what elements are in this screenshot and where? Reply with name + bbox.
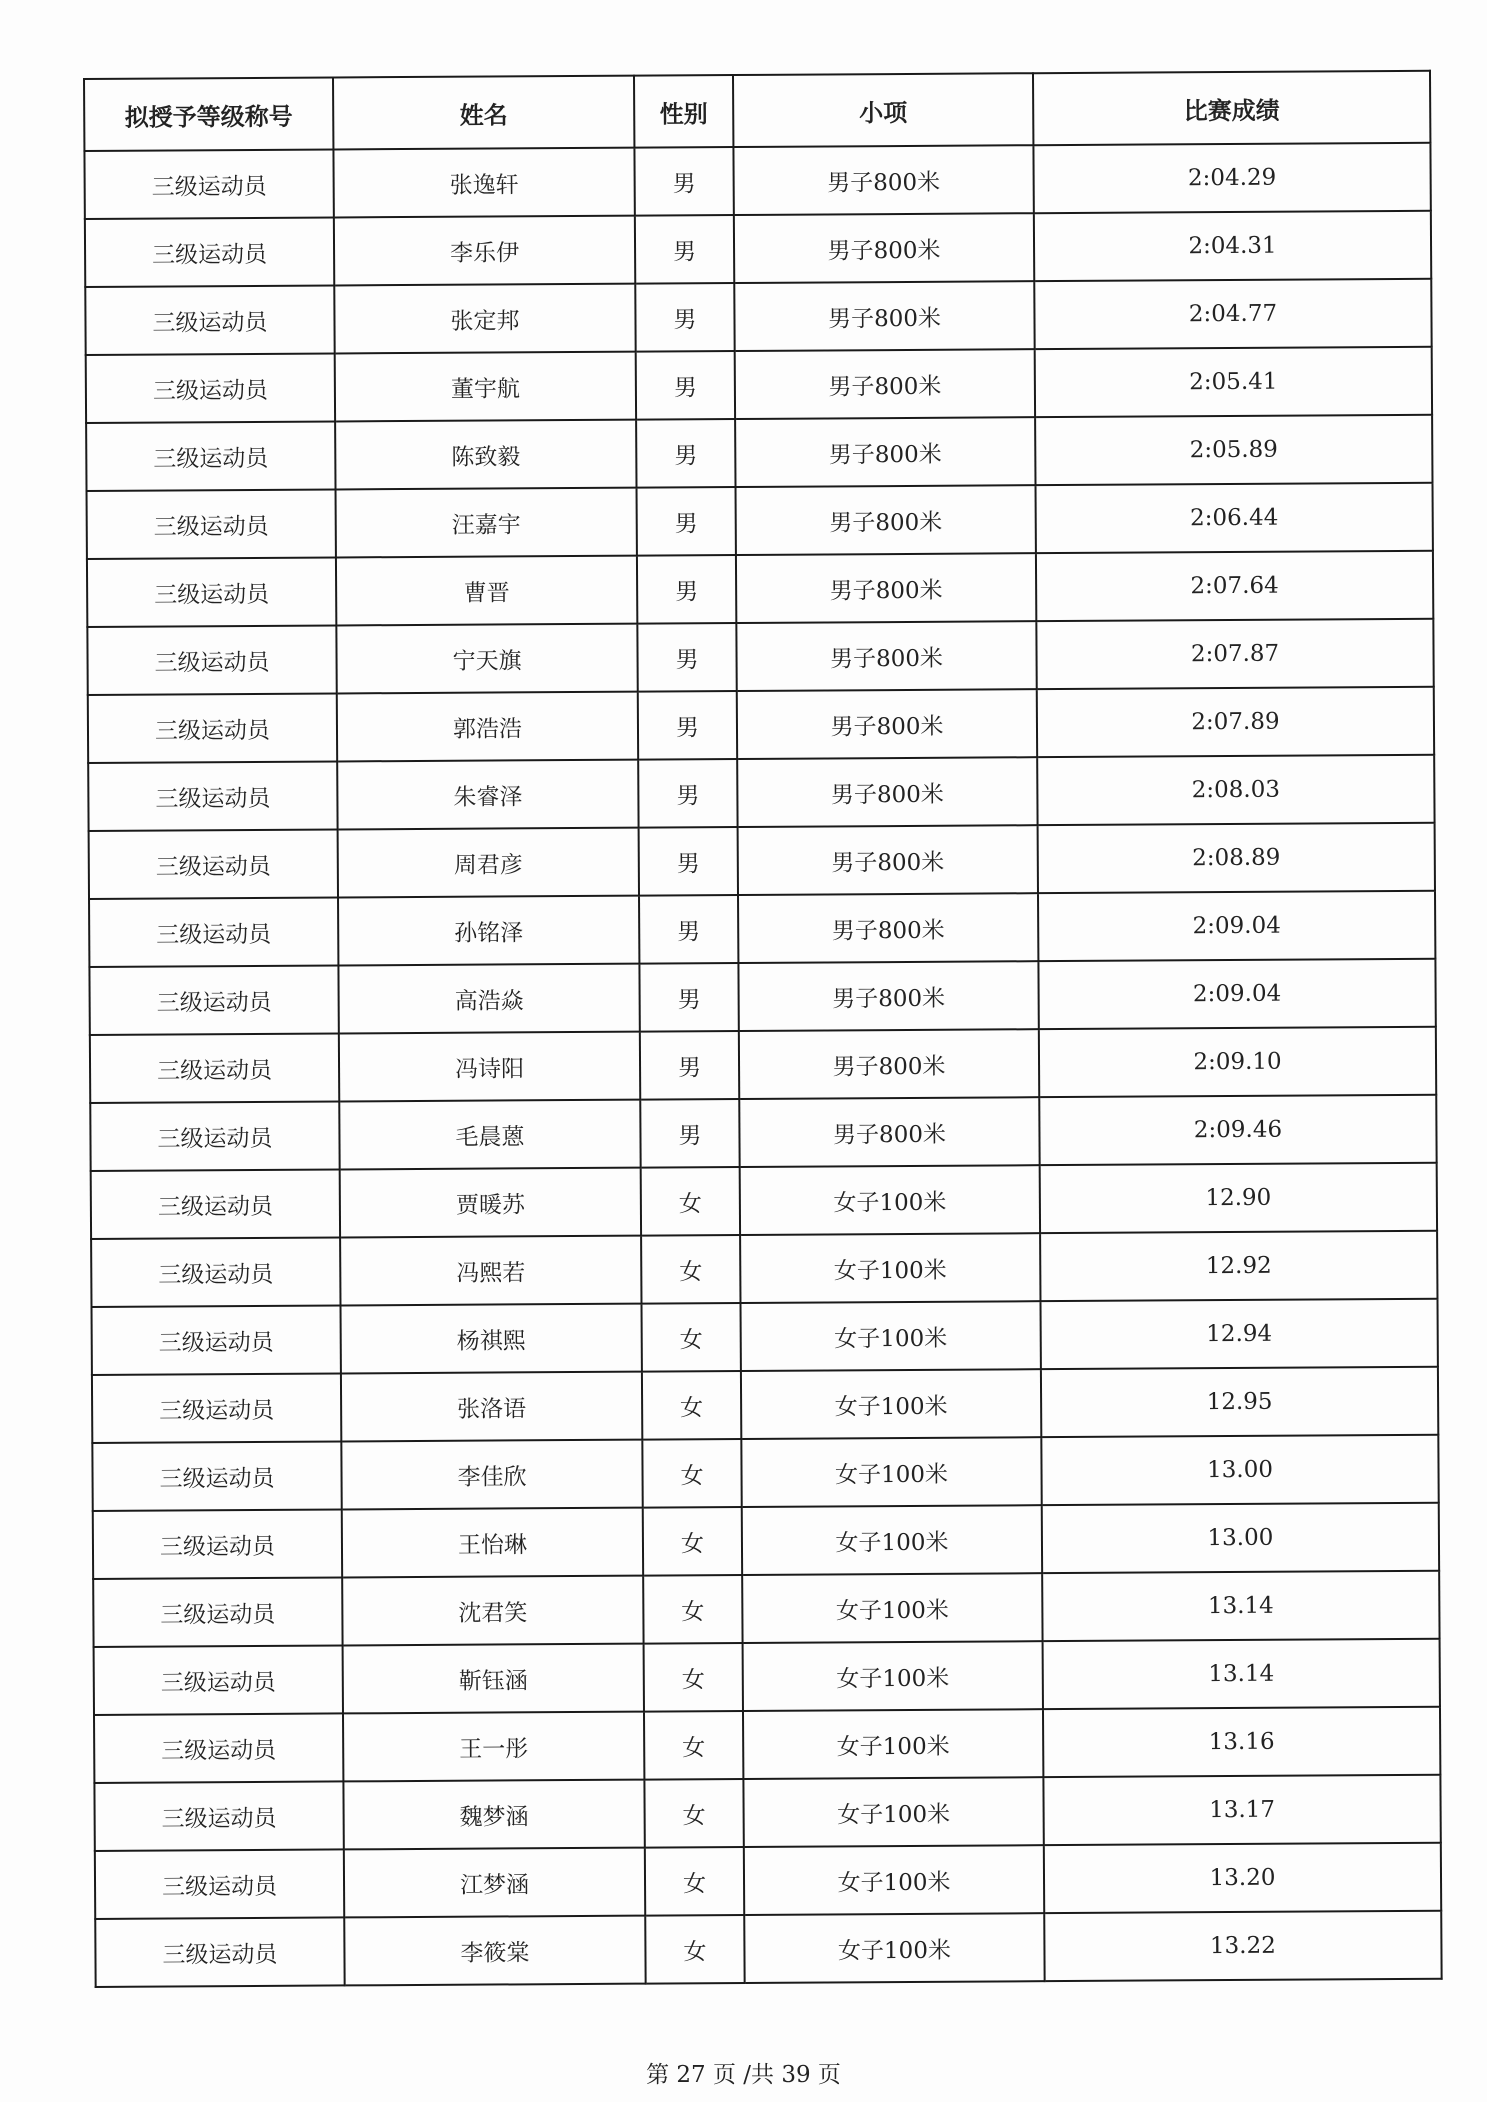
table-row: [91, 1163, 1437, 1239]
gender-cell: 女: [642, 1371, 741, 1440]
level-cell: 三级运动员: [91, 1169, 340, 1239]
table-row: [88, 755, 1434, 831]
name-cell: 汪嘉宇: [336, 488, 637, 558]
name-cell: 高浩焱: [338, 964, 639, 1034]
results-table: [83, 70, 1443, 1988]
page-number: 第 27 页 /共 39 页: [646, 2062, 841, 2088]
event-cell: 男子800米: [737, 757, 1037, 827]
result-cell: 2:06.44: [1036, 483, 1433, 553]
gender-cell: 男: [639, 963, 738, 1032]
result-cell: 2:09.46: [1039, 1095, 1436, 1165]
level-cell: 三级运动员: [85, 285, 334, 355]
name-cell: 冯熙若: [340, 1236, 641, 1306]
event-cell: 男子800米: [738, 893, 1038, 963]
table-row: [84, 143, 1430, 219]
event-cell: 女子100米: [740, 1233, 1040, 1303]
gender-cell: 女: [645, 1847, 744, 1916]
header-result: 比赛成绩: [1033, 71, 1430, 145]
gender-cell: 女: [641, 1235, 740, 1304]
gender-cell: 女: [644, 1711, 743, 1780]
result-cell: 2:04.31: [1034, 211, 1431, 281]
level-cell: 三级运动员: [86, 421, 335, 491]
level-cell: 三级运动员: [90, 1033, 339, 1103]
level-cell: 三级运动员: [94, 1713, 343, 1783]
level-cell: 三级运动员: [93, 1577, 342, 1647]
event-cell: 男子800米: [735, 349, 1035, 419]
level-cell: 三级运动员: [94, 1645, 343, 1715]
level-cell: 三级运动员: [85, 217, 334, 287]
gender-cell: 女: [642, 1439, 741, 1508]
name-cell: 孙铭泽: [338, 896, 639, 966]
event-cell: 男子800米: [734, 281, 1034, 351]
level-cell: 三级运动员: [93, 1509, 342, 1579]
event-cell: 男子800米: [739, 1029, 1039, 1099]
result-cell: 2:04.77: [1034, 279, 1431, 349]
result-cell: 12.94: [1040, 1299, 1437, 1369]
gender-cell: 男: [637, 555, 736, 624]
result-cell: 13.00: [1042, 1503, 1439, 1573]
name-cell: 周君彦: [338, 828, 639, 898]
result-cell: 2:07.64: [1036, 551, 1433, 621]
result-cell: 13.00: [1041, 1435, 1438, 1505]
level-cell: 三级运动员: [92, 1441, 341, 1511]
name-cell: 郭浩浩: [337, 692, 638, 762]
level-cell: 三级运动员: [89, 829, 338, 899]
gender-cell: 女: [645, 1915, 744, 1984]
name-cell: 冯诗阳: [339, 1032, 640, 1102]
table-row: [90, 1027, 1436, 1103]
level-cell: 三级运动员: [95, 1849, 344, 1919]
level-cell: 三级运动员: [91, 1237, 340, 1307]
name-cell: 陈致毅: [335, 420, 636, 490]
name-cell: 张定邦: [334, 284, 635, 354]
table-row: [94, 1775, 1440, 1851]
level-cell: 三级运动员: [86, 353, 335, 423]
result-cell: 2:08.03: [1037, 755, 1434, 825]
table-row: [87, 483, 1433, 559]
event-cell: 女子100米: [742, 1505, 1042, 1575]
table-row: [92, 1299, 1438, 1375]
gender-cell: 男: [640, 1031, 739, 1100]
result-cell: 13.22: [1044, 1911, 1441, 1981]
table-row: [93, 1503, 1439, 1579]
level-cell: 三级运动员: [92, 1305, 341, 1375]
gender-cell: 男: [636, 351, 735, 420]
gender-cell: 男: [638, 759, 737, 828]
level-cell: 三级运动员: [87, 489, 336, 559]
result-cell: 2:09.10: [1039, 1027, 1436, 1097]
event-cell: 女子100米: [742, 1573, 1042, 1643]
header-gender: 性别: [634, 75, 733, 148]
level-cell: 三级运动员: [84, 149, 333, 219]
table-row: [93, 1571, 1439, 1647]
event-cell: 男子800米: [736, 621, 1036, 691]
event-cell: 男子800米: [736, 485, 1036, 555]
table-row: [95, 1911, 1441, 1987]
level-cell: 三级运动员: [89, 965, 338, 1035]
gender-cell: 男: [635, 283, 734, 352]
header-level: 拟授予等级称号: [84, 77, 333, 151]
event-cell: 男子800米: [735, 417, 1035, 487]
gender-cell: 男: [637, 487, 736, 556]
table-row: [92, 1367, 1438, 1443]
name-cell: 毛晨蒽: [339, 1100, 640, 1170]
table-row: [94, 1639, 1440, 1715]
gender-cell: 女: [643, 1507, 742, 1576]
header-name: 姓名: [333, 76, 634, 150]
gender-cell: 男: [636, 419, 735, 488]
table-row: [89, 959, 1435, 1035]
event-cell: 女子100米: [740, 1301, 1040, 1371]
event-cell: 男子800米: [739, 1097, 1039, 1167]
result-cell: 2:07.87: [1036, 619, 1433, 689]
name-cell: 靳钰涵: [343, 1644, 644, 1714]
table-row: [92, 1435, 1438, 1511]
event-cell: 男子800米: [738, 961, 1038, 1031]
gender-cell: 女: [641, 1167, 740, 1236]
level-cell: 三级运动员: [94, 1781, 343, 1851]
level-cell: 三级运动员: [88, 693, 337, 763]
name-cell: 王怡琳: [342, 1508, 643, 1578]
result-cell: 2:09.04: [1038, 891, 1435, 961]
result-cell: 13.14: [1043, 1639, 1440, 1709]
name-cell: 魏梦涵: [343, 1780, 644, 1850]
gender-cell: 女: [643, 1575, 742, 1644]
name-cell: 王一彤: [343, 1712, 644, 1782]
event-cell: 男子800米: [738, 825, 1038, 895]
level-cell: 三级运动员: [92, 1373, 341, 1443]
result-cell: 12.92: [1040, 1231, 1437, 1301]
gender-cell: 女: [644, 1643, 743, 1712]
event-cell: 男子800米: [733, 145, 1033, 215]
event-cell: 女子100米: [743, 1709, 1043, 1779]
name-cell: 朱睿泽: [337, 760, 638, 830]
table-row: [85, 279, 1431, 355]
name-cell: 张洛语: [341, 1372, 642, 1442]
level-cell: 三级运动员: [95, 1917, 344, 1987]
event-cell: 女子100米: [744, 1845, 1044, 1915]
result-cell: 2:07.89: [1037, 687, 1434, 757]
name-cell: 李筱棠: [344, 1916, 645, 1986]
header-event: 小项: [733, 73, 1033, 147]
table-row: [94, 1707, 1440, 1783]
gender-cell: 女: [644, 1779, 743, 1848]
event-cell: 女子100米: [741, 1437, 1041, 1507]
result-cell: 13.17: [1043, 1775, 1440, 1845]
gender-cell: 男: [640, 1099, 739, 1168]
table-row: [87, 619, 1433, 695]
result-cell: 13.16: [1043, 1707, 1440, 1777]
result-cell: 2:05.89: [1035, 415, 1432, 485]
result-cell: 13.14: [1042, 1571, 1439, 1641]
level-cell: 三级运动员: [90, 1101, 339, 1171]
table-row: [90, 1095, 1436, 1171]
table-row: [86, 415, 1432, 491]
table-row: [86, 347, 1432, 423]
name-cell: 贾暖苏: [340, 1168, 641, 1238]
gender-cell: 男: [634, 147, 733, 216]
gender-cell: 女: [641, 1303, 740, 1372]
name-cell: 沈君笑: [342, 1576, 643, 1646]
table-row: [88, 687, 1434, 763]
result-cell: 2:05.41: [1035, 347, 1432, 417]
name-cell: 李佳欣: [341, 1440, 642, 1510]
name-cell: 杨祺熙: [341, 1304, 642, 1374]
event-cell: 女子100米: [740, 1165, 1040, 1235]
name-cell: 江梦涵: [344, 1848, 645, 1918]
gender-cell: 男: [638, 691, 737, 760]
result-cell: 2:08.89: [1038, 823, 1435, 893]
level-cell: 三级运动员: [89, 897, 338, 967]
event-cell: 女子100米: [744, 1913, 1044, 1983]
result-cell: 2:04.29: [1033, 143, 1430, 213]
name-cell: 曹晋: [336, 556, 637, 626]
result-cell: 12.95: [1041, 1367, 1438, 1437]
event-cell: 女子100米: [743, 1777, 1043, 1847]
table-row: [91, 1231, 1437, 1307]
name-cell: 张逸轩: [333, 148, 634, 218]
result-cell: 12.90: [1040, 1163, 1437, 1233]
table-row: [89, 823, 1435, 899]
event-cell: 男子800米: [736, 553, 1036, 623]
table-row: [85, 211, 1431, 287]
name-cell: 宁天旗: [336, 624, 637, 694]
result-cell: 13.20: [1044, 1843, 1441, 1913]
event-cell: 女子100米: [743, 1641, 1043, 1711]
table-row: [87, 551, 1433, 627]
level-cell: 三级运动员: [88, 761, 337, 831]
level-cell: 三级运动员: [87, 625, 336, 695]
table-row: [89, 891, 1435, 967]
event-cell: 男子800米: [737, 689, 1037, 759]
level-cell: 三级运动员: [87, 557, 336, 627]
event-cell: 男子800米: [734, 213, 1034, 283]
name-cell: 李乐伊: [334, 216, 635, 286]
result-cell: 2:09.04: [1038, 959, 1435, 1029]
gender-cell: 男: [637, 623, 736, 692]
event-cell: 女子100米: [741, 1369, 1041, 1439]
name-cell: 董宇航: [335, 352, 636, 422]
table-body: [84, 143, 1441, 1987]
table-row: [95, 1843, 1441, 1919]
gender-cell: 男: [639, 895, 738, 964]
gender-cell: 男: [635, 215, 734, 284]
table-header-row: [84, 71, 1430, 151]
gender-cell: 男: [639, 827, 738, 896]
